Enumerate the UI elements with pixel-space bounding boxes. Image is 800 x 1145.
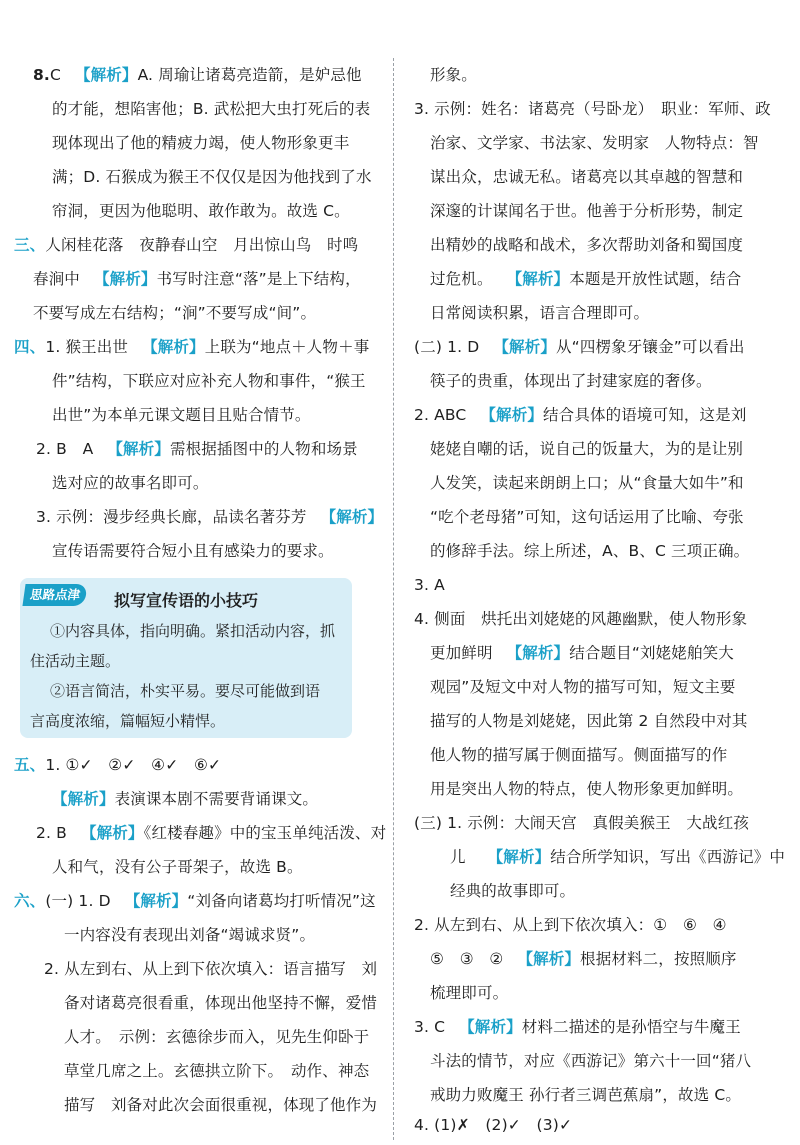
r-p2-q4-line-4: 描写的人物是刘姥姥，因此第 2 自然段中对其 [430, 712, 748, 730]
r-p3-q3-line-2: 斗法的情节，对应《西游记》第六十一回“猪八 [430, 1052, 752, 1070]
tip-box [20, 578, 352, 738]
analysis-tag: 【解析】 [107, 440, 170, 458]
s5-q1-line: 五、1. ①✓ ②✓ ④✓ ⑥✓ [14, 756, 222, 774]
r-p2-q1-line-1: (二) 1. D 【解析】从“四楞象牙镶金”可以看出 [414, 338, 745, 356]
s3-line-3: 不要写成左右结构；“涧”不要写成“间”。 [33, 304, 317, 322]
s4-q2-line-2: 选对应的故事名即可。 [52, 474, 209, 492]
s3-line-1: 三、人闲桂花落 夜静春山空 月出惊山鸟 时鸣 [14, 236, 359, 254]
analysis-tag: 【解析】 [320, 508, 384, 526]
r-p2-q3-line: 3. A [414, 576, 445, 594]
tip-line-3: ②语言简洁，朴实平易。要尽可能做到语 [50, 682, 321, 700]
r-p2-q2-line-5: 的修辞手法。综上所述，A、B、C 三项正确。 [430, 542, 750, 560]
section-marker: 六、 [14, 892, 46, 910]
r-p2-q4-line-3: 观园”及短文中对人物的描写可知，短文主要 [430, 678, 736, 696]
r-p3-q2-line-3: 梳理即可。 [430, 984, 509, 1002]
r-p3-q3-line-3: 戒助力败魔王 孙行者三调芭蕉扇”，故选 C。 [430, 1086, 742, 1104]
s6-q2-line-4: 草堂几席之上。玄德拱立阶下。 动作、神态 [64, 1062, 370, 1080]
r-p2-q4-line-1: 4. 侧面 烘托出刘姥姥的风趣幽默，使人物形象 [414, 610, 748, 628]
analysis-tag: 【解析】 [493, 338, 556, 356]
q8-line-4: 满；D. 石猴成为猴王不仅仅是因为他找到了水 [52, 168, 372, 186]
s4-q3-line-1: 3. 示例：漫步经典长廊，品读名著芬芳 【解析】 [36, 508, 384, 526]
s5-q2-line-1: 2. B 【解析】《红楼春趣》中的宝玉单纯活泼、对 [36, 824, 387, 842]
s6-q1-line-1: 六、(一) 1. D 【解析】“刘备向诸葛均打听情况”这 [14, 892, 376, 910]
r-p3-q1-line-2: 儿 【解析】结合所学知识，写出《西游记》中 [450, 848, 786, 866]
s4-q1-line-2: 件”结构，下联应对应补充人物和事件，“猴王 [52, 372, 366, 390]
s6-q2-line-5: 描写 刘备对此次会面很重视，体现了他作为 [64, 1096, 378, 1114]
analysis-tag: 【解析】 [487, 848, 551, 866]
section-marker: 四、 [14, 338, 46, 356]
tip-title: 拟写宣传语的小技巧 [113, 591, 258, 610]
r-p2-q1-line-2: 筷子的贵重，体现出了封建家庭的奢侈。 [430, 372, 712, 390]
q8-line-5: 帘洞，更因为他聪明、敢作敢为。故选 C。 [52, 202, 350, 220]
r-line-0: 形象。 [430, 66, 477, 84]
analysis-tag: 【解析】 [93, 270, 157, 288]
r-q3-line-6: 过危机。 【解析】本题是开放性试题，结合 [430, 270, 742, 288]
r-p2-q2-line-1: 2. ABC 【解析】结合具体的语境可知，这是刘 [414, 406, 747, 424]
q8-line-2: 的才能，想陷害他；B. 武松把大虫打死后的表 [52, 100, 371, 118]
analysis-tag: 【解析】 [480, 406, 544, 424]
r-p3-q1-line-1: (三) 1. 示例：大闹天宫 真假美猴王 大战红孩 [414, 814, 749, 832]
r-p2-q4-line-6: 用是突出人物的特点，使人物形象更加鲜明。 [430, 780, 744, 798]
r-q3-line-7: 日常阅读积累，语言合理即可。 [430, 304, 650, 322]
tip-line-1: ①内容具体，指向明确。紧扣活动内容，抓 [50, 622, 336, 640]
r-p2-q2-line-4: “吃个老母猪”可知，这句话运用了比喻、夸张 [430, 508, 744, 526]
s6-q2-line-1: 2. 从左到右、从上到下依次填入：语言描写 刘 [44, 960, 378, 978]
analysis-tag: 【解析】 [80, 824, 144, 842]
r-q3-line-5: 出精妙的战略和战术，多次帮助刘备和蜀国度 [430, 236, 744, 254]
s4-q2-line-1: 2. B A 【解析】需根据插图中的人物和场景 [36, 440, 358, 458]
s4-q1-line-3: 出世”为本单元课文题目且贴合情节。 [52, 406, 311, 424]
s6-q1-line-2: 一内容没有表现出刘备“竭诚求贤”。 [64, 926, 316, 944]
r-q3-line-1: 3. 示例：姓名：诸葛亮（号卧龙） 职业：军师、政 [414, 100, 771, 118]
r-p3-q1-line-3: 经典的故事即可。 [450, 882, 576, 900]
s5-q2-line-2: 人和气，没有公子哥架子，故选 B。 [52, 858, 303, 876]
r-q3-line-4: 深邃的计谋闻名于世。他善于分析形势，制定 [430, 202, 744, 220]
analysis-tag: 【解析】 [74, 66, 138, 84]
section-marker: 三、 [14, 236, 46, 254]
s5-q1-analysis: 【解析】表演课本剧不需要背诵课文。 [52, 790, 319, 808]
analysis-tag: 【解析】 [459, 1018, 522, 1036]
r-p3-q2-line-1: 2. 从左到右、从上到下依次填入：① ⑥ ④ [414, 916, 727, 934]
s3-line-2: 春涧中 【解析】书写时注意“落”是上下结构， [33, 270, 361, 288]
analysis-tag: 【解析】 [142, 338, 205, 356]
s4-q3-line-2: 宣传语需要符合短小且有感染力的要求。 [52, 542, 334, 560]
column-divider [393, 58, 394, 1140]
analysis-tag: 【解析】 [506, 270, 570, 288]
r-p3-q4-line: 4. (1)✗ (2)✓ (3)✓ [414, 1116, 573, 1134]
r-p2-q2-line-2: 姥姥自嘲的话，说自己的饭量大，为的是让别 [430, 440, 744, 458]
s4-q1-line-1: 四、1. 猴王出世 【解析】上联为“地点＋人物＋事 [14, 338, 370, 356]
analysis-tag: 【解析】 [517, 950, 581, 968]
r-p3-q2-line-2: ⑤ ③ ② 【解析】根据材料二，按照顺序 [430, 950, 737, 968]
q8-line-1: 8.C 【解析】A. 周瑜让诸葛亮造箭，是妒忌他 [33, 66, 362, 84]
r-p3-q3-line-1: 3. C 【解析】材料二描述的是孙悟空与牛魔王 [414, 1018, 741, 1036]
analysis-tag: 【解析】 [506, 644, 570, 662]
r-q3-line-3: 谋出众，忠诚无私。诸葛亮以其卓越的智慧和 [430, 168, 744, 186]
analysis-tag: 【解析】 [52, 790, 115, 808]
r-p2-q2-line-3: 人发笑，读起来朗朗上口；从“食量大如牛”和 [430, 474, 744, 492]
r-q3-line-2: 治家、文学家、书法家、发明家 人物特点：智 [430, 134, 759, 152]
s6-q2-line-2: 备对诸葛亮很看重，体现出他坚持不懈，爱惜 [64, 994, 378, 1012]
tip-badge: 思路点津 [22, 584, 87, 606]
analysis-tag: 【解析】 [124, 892, 188, 910]
tip-line-2: 住活动主题。 [30, 652, 121, 670]
tip-line-4: 言高度浓缩，篇幅短小精悍。 [30, 712, 226, 730]
r-p2-q4-line-2: 更加鲜明 【解析】结合题目“刘姥姥舶笑大 [430, 644, 734, 662]
r-p2-q4-line-5: 他人物的描写属于侧面描写。侧面描写的作 [430, 746, 728, 764]
s6-q2-line-3: 人才。 示例：玄德徐步而入，见先生仰卧于 [64, 1028, 370, 1046]
section-marker: 五、 [14, 756, 46, 774]
q8-line-3: 现体现出了他的精疲力竭，使人物形象更丰 [52, 134, 350, 152]
